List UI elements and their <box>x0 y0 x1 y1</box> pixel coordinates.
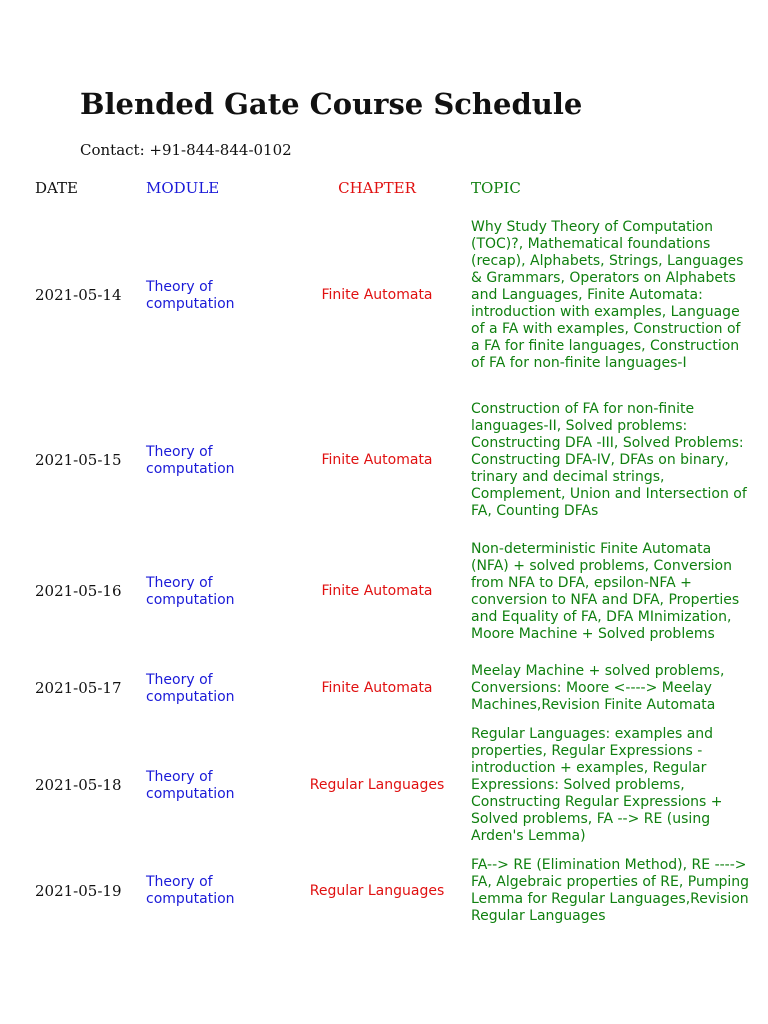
row-chapter: Regular Languages <box>309 882 445 899</box>
row-module: Theory of computation <box>146 874 235 907</box>
header-topic: TOPIC <box>471 179 521 197</box>
schedule-row <box>0 847 768 935</box>
header-module: MODULE <box>146 179 220 197</box>
row-module: Theory of computation <box>146 574 235 608</box>
row-topic: Meelay Machine + solved problems, Conversions: Moore <----> Meelay Machines,Revision Finite Automata <box>471 663 725 713</box>
schedule-row <box>0 653 768 724</box>
header-date: DATE <box>35 179 78 197</box>
row-chapter: Finite Automata <box>321 680 433 696</box>
schedule-row <box>0 531 768 652</box>
row-topic: Regular Languages: examples and properties, Regular Expressions - introduction + examples, Regular Expressions: Solved problems, Constructing Regular Expressions + Solved problems, FA --> RE (using Arden's Lemma) <box>471 726 723 844</box>
row-topic: Why Study Theory of Computation (TOC)?, Mathematical foundations (recap), Alphabets, Strings, Languages & Grammars, Operators on Alphabets and Languages, Finite Automata: introduction with examples, Language of a FA with examples, Construction of a FA for finite languages, Construction of FA for non-finite languages-I <box>471 219 744 371</box>
row-chapter: Finite Automata <box>321 452 433 468</box>
row-topic: Construction of FA for non-finite languages-II, Solved problems: Constructing DFA -III, Solved Problems: Constructing DFA-IV, DFAs on binary, trinary and decimal strings, Complement, Union and Intersection of FA, Counting DFAs <box>471 401 747 519</box>
row-module: Theory of computation <box>146 768 235 802</box>
row-date: 2021-05-18 <box>35 776 122 794</box>
row-chapter: Finite Automata <box>321 583 433 599</box>
schedule-row <box>0 725 768 846</box>
row-date: 2021-05-16 <box>35 582 122 600</box>
row-date: 2021-05-14 <box>35 286 122 304</box>
row-date: 2021-05-19 <box>35 881 122 900</box>
row-module: Theory of computation <box>146 671 235 705</box>
row-date: 2021-05-17 <box>35 679 122 697</box>
row-chapter: Regular Languages <box>309 777 445 793</box>
row-module: Theory of computation <box>146 278 235 312</box>
row-date: 2021-05-15 <box>35 451 122 469</box>
row-topic: FA--> RE (Elimination Method), RE ----> FA, Algebraic properties of RE, Pumping Lemma for Regular Languages,Revision Regular Languages <box>471 857 750 924</box>
contact-line: Contact: +91-844-844-0102 <box>80 141 292 159</box>
page-title: Blended Gate Course Schedule <box>80 87 583 121</box>
header-chapter: CHAPTER <box>338 179 416 197</box>
row-topic: Non-deterministic Finite Automata (NFA) + solved problems, Conversion from NFA to DFA, epsilon-NFA + conversion to NFA and DFA, Properties and Equality of FA, DFA MInimization, Moore Machine + Solved problems <box>471 540 740 642</box>
row-chapter: Finite Automata <box>321 287 433 303</box>
schedule-row <box>0 201 768 390</box>
schedule-row <box>0 391 768 530</box>
row-module: Theory of computation <box>146 443 235 477</box>
